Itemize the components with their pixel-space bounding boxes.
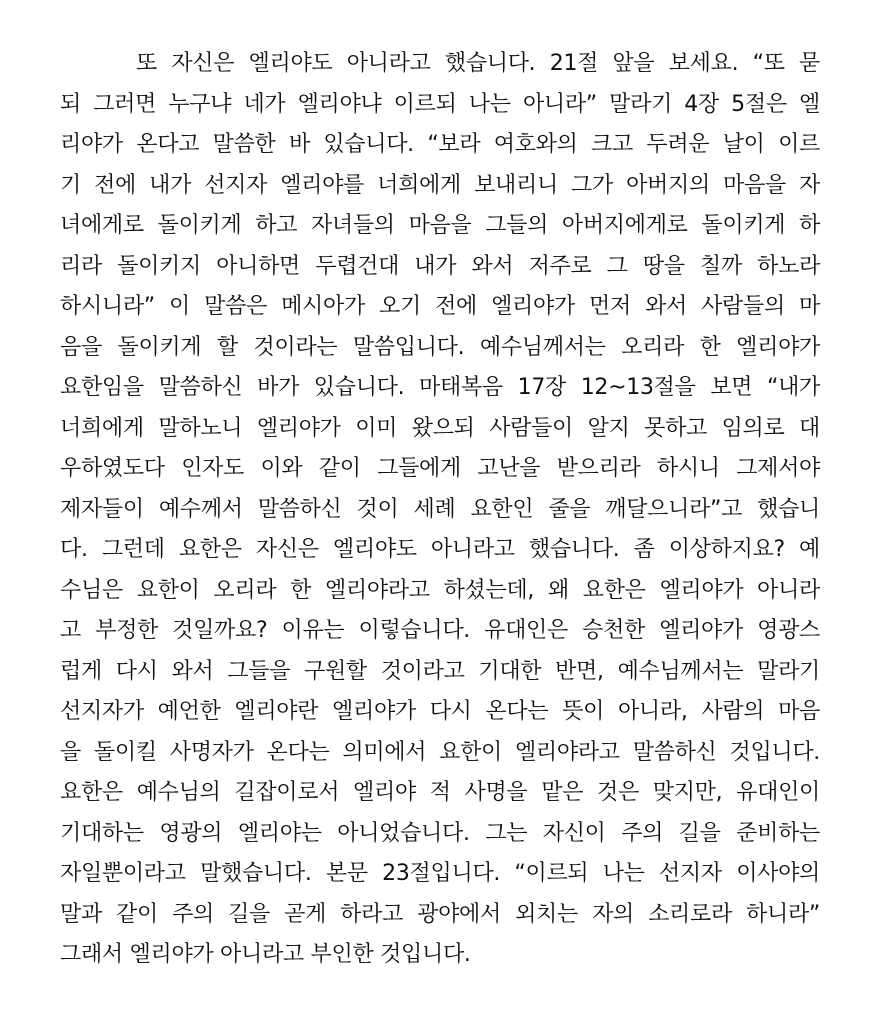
text-line: 제자들이 예수께서 말씀하신 것이 세례 요한인 줄을 깨달으니라”고 했습니 [60,496,820,522]
text-line: 리라 돌이키지 아니하면 두렵건대 내가 와서 저주로 그 땅을 칠까 하노라 [60,253,820,279]
text-line: 너희에게 말하노니 엘리야가 이미 왔으되 사람들이 알지 못하고 임의로 대 [60,415,820,441]
text-line: 기 전에 내가 선지자 엘리야를 너희에게 보내리니 그가 아버지의 마음을 자 [60,172,820,198]
text-line: 수님은 요한이 오리라 한 엘리야라고 하셨는데, 왜 요한은 엘리야가 아니라 [60,577,820,603]
text-line: 되 그러면 누구냐 네가 엘리야냐 이르되 나는 아니라” 말라기 4장 5절은 엘 [60,91,820,117]
text-line: 자일뿐이라고 말했습니다. 본문 23절입니다. “이르되 나는 선지자 이사야의 [60,861,820,886]
text-line: 요한임을 말씀하신 바가 있습니다. 마태복음 17장 12~13절을 보면 “내가 [60,375,820,400]
text-line: 말과 같이 주의 길을 곧게 하라고 광야에서 외치는 자의 소리로라 하니라” [60,901,820,927]
text-line: 다. 그런데 요한은 자신은 엘리야도 아니라고 했습니다. 좀 이상하지요? 예 [60,537,820,562]
document-body [60,44,820,976]
text-line: 우하였도다 인자도 이와 같이 그들에게 고난을 받으리라 하시니 그제서야 [60,456,820,481]
text-line: 하시니라” 이 말씀은 메시아가 오기 전에 엘리야가 먼저 와서 사람들의 마 [60,294,820,319]
text-line: 고 부정한 것일까요? 이유는 이렇습니다. 유대인은 승천한 엘리야가 영광스 [60,618,820,643]
text-line: 그래서 엘리야가 아니라고 부인한 것입니다. [60,942,471,967]
text-line: 선지자가 예언한 엘리야란 엘리야가 다시 온다는 뜻이 아니라, 사람의 마음 [60,699,820,724]
text-line: 또 자신은 엘리야도 아니라고 했습니다. 21절 앞을 보세요. “또 묻 [136,51,820,76]
text-line: 리야가 온다고 말씀한 바 있습니다. “보라 여호와의 크고 두려운 날이 이르 [60,132,820,157]
text-line: 녀에게로 돌이키게 하고 자녀들의 마음을 그들의 아버지에게로 돌이키게 하 [60,213,820,238]
text-line: 기대하는 영광의 엘리야는 아니었습니다. 그는 자신이 주의 길을 준비하는 [60,820,820,846]
text-line: 음을 돌이키게 할 것이라는 말씀입니다. 예수님께서는 오리라 한 엘리야가 [60,334,820,360]
text-line: 럽게 다시 와서 그들을 구원할 것이라고 기대한 반면, 예수님께서는 말라기 [60,658,820,684]
text-line: 요한은 예수님의 길잡이로서 엘리야 적 사명을 맡은 것은 맞지만, 유대인이 [60,780,820,805]
text-line: 을 돌이킬 사명자가 온다는 의미에서 요한이 엘리야라고 말씀하신 것입니다. [60,739,820,765]
